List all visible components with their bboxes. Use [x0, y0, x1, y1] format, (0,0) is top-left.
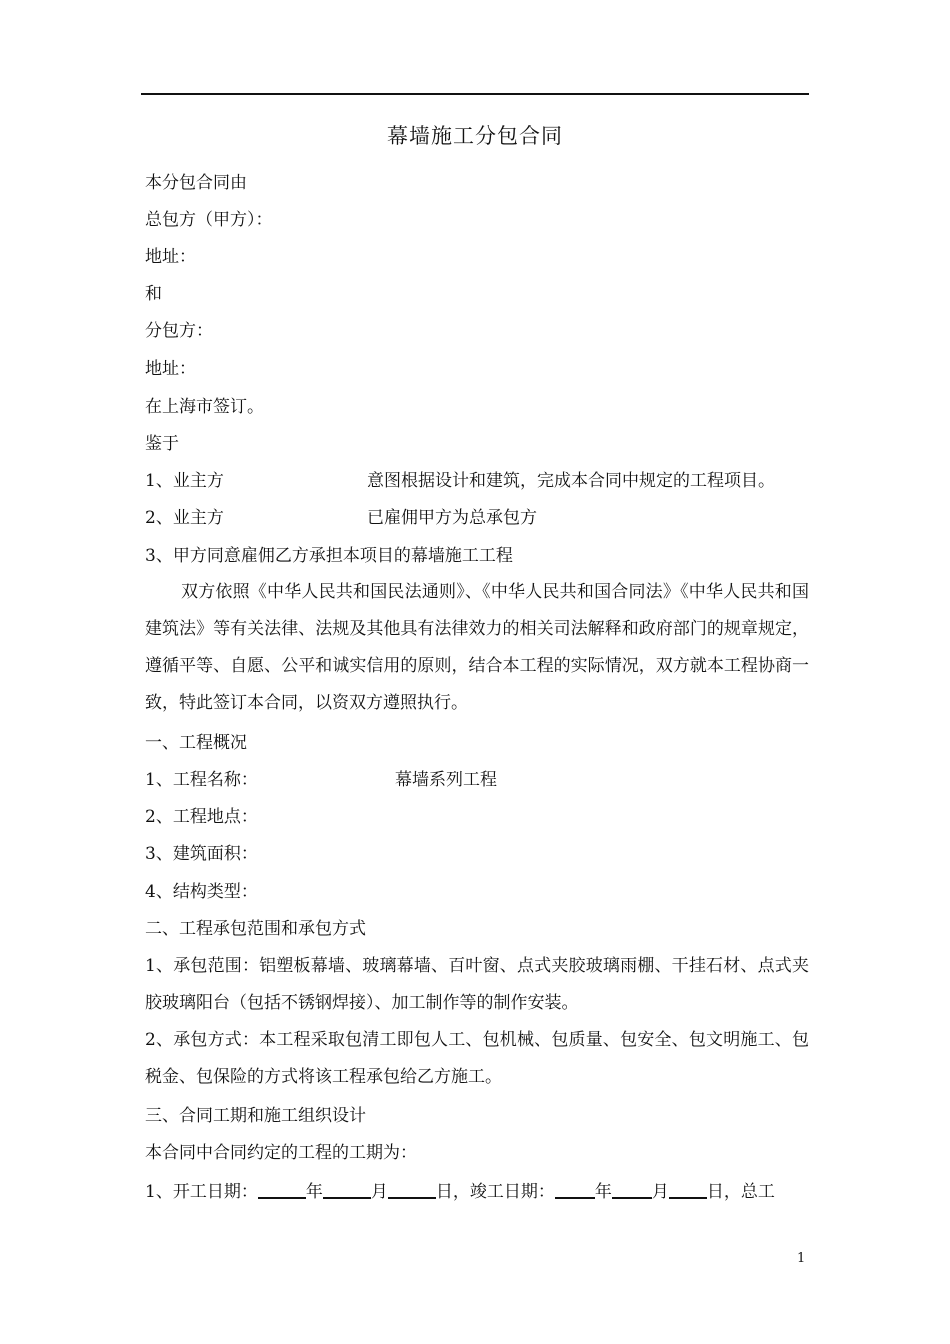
whereas-item-1	[145, 470, 809, 492]
start-month-blank[interactable]	[323, 1180, 371, 1199]
general-contractor-line: 总包方（甲方）：	[145, 210, 273, 230]
start-day-unit: 日，	[435, 1182, 470, 1202]
end-date-label: 竣工日期：	[469, 1182, 555, 1202]
subcontractor-line: 分包方：	[145, 321, 213, 341]
start-year-blank[interactable]	[258, 1180, 306, 1199]
address-line-1: 地址：	[145, 247, 196, 267]
whereas-item-1-text: 意图根据设计和建筑，完成本合同中规定的工程项目。	[367, 471, 775, 491]
scope-paragraph: 1、承包范围：铝塑板幕墙、玻璃幕墙、百叶窗、点式夹胶玻璃雨棚、干挂石材、点式夹胶玻璃阳台（包括不锈钢焊接）、加工制作等的制作安装。	[145, 956, 809, 1013]
header-rule	[141, 93, 809, 95]
end-year-unit: 年	[594, 1182, 612, 1202]
building-area-label: 3、建筑面积：	[145, 844, 258, 864]
dates-line	[145, 1180, 775, 1203]
end-month-blank[interactable]	[612, 1180, 652, 1199]
whereas-line: 鉴于	[145, 434, 179, 454]
project-name-value: 幕墙系列工程	[395, 770, 497, 790]
intro-line: 本分包合同由	[145, 173, 247, 193]
start-date-label: 1、开工日期：	[145, 1182, 258, 1202]
document-title: 幕墙施工分包合同	[387, 124, 563, 148]
end-month-unit: 月	[651, 1182, 669, 1202]
method-paragraph: 2、承包方式：本工程采取包清工即包人工、包机械、包质量、包安全、包文明施工、包税金、包保险的方式将该工程承包给乙方施工。	[145, 1030, 809, 1087]
signed-at-line: 在上海市签订。	[145, 397, 264, 417]
section-2-heading: 二、工程承包范围和承包方式	[145, 919, 366, 939]
structure-type-label: 4、结构类型：	[145, 882, 258, 902]
project-name-row	[145, 769, 809, 791]
page-number: 1	[797, 1251, 806, 1266]
section-1-heading: 一、工程概况	[145, 733, 247, 753]
basis-paragraph: 双方依照《中华人民共和国民法通则》、《中华人民共和国合同法》《中华人民共和国建筑法》等有关法律、法规及其他具有法律效力的相关司法解释和政府部门的规章规定，遵循平等、自愿、公平和诚实信用的原则，结合本工程的实际情况，双方就本工程协商一致，特此签订本合同，以资双方遵照执行。	[145, 582, 809, 713]
address-line-2: 地址：	[145, 359, 196, 379]
whereas-item-2-label: 2、业主方	[145, 508, 224, 528]
start-year-unit: 年	[305, 1182, 323, 1202]
end-year-blank[interactable]	[555, 1180, 595, 1199]
whereas-item-2	[145, 507, 809, 529]
project-location-label: 2、工程地点：	[145, 807, 258, 827]
section-3-heading: 三、合同工期和施工组织设计	[145, 1106, 366, 1126]
whereas-item-1-label: 1、业主方	[145, 471, 224, 491]
whereas-item-2-text: 已雇佣甲方为总承包方	[367, 508, 537, 528]
period-intro: 本合同中合同约定的工程的工期为：	[145, 1143, 417, 1163]
whereas-item-3: 3、甲方同意雇佣乙方承担本项目的幕墙施工工程	[145, 546, 513, 566]
project-name-label: 1、工程名称：	[145, 770, 258, 790]
end-day-blank[interactable]	[669, 1180, 707, 1199]
start-month-unit: 月	[370, 1182, 388, 1202]
start-day-blank[interactable]	[388, 1180, 436, 1199]
and-line: 和	[145, 284, 162, 304]
end-day-unit: 日，总工	[706, 1182, 775, 1202]
